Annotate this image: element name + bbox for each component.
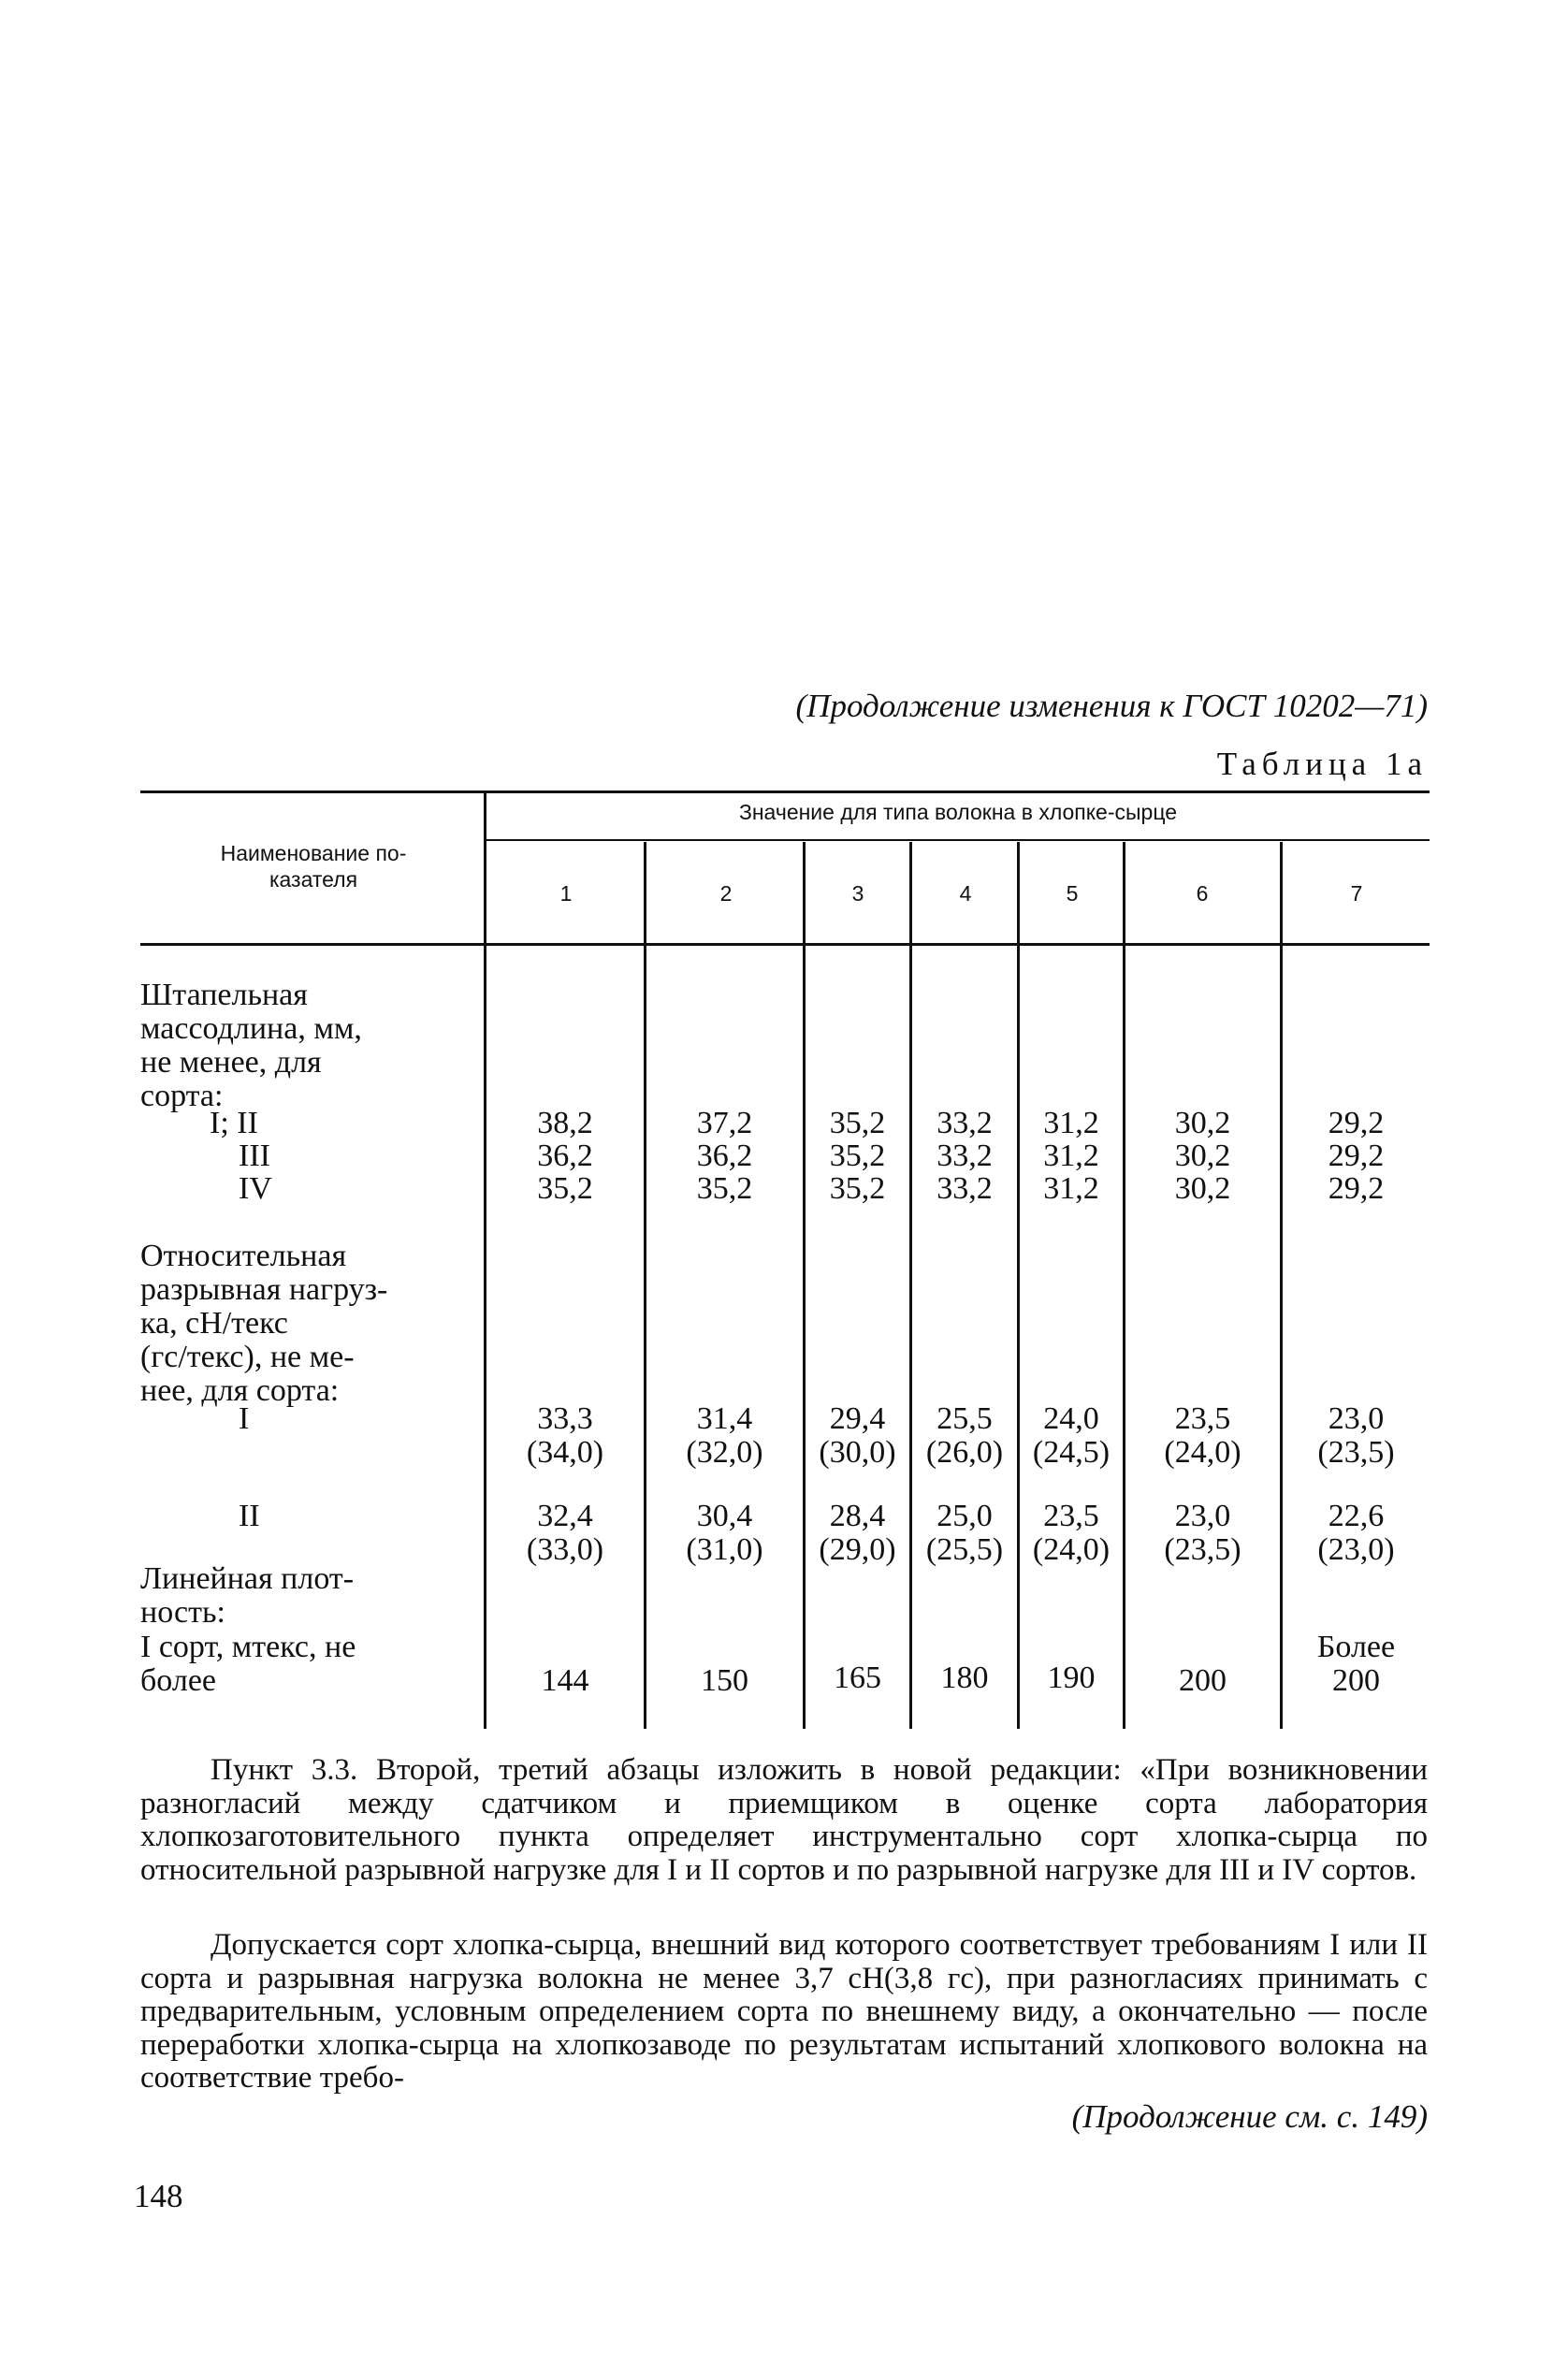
column-divider <box>1123 842 1125 1729</box>
table-cell: 33,2 <box>936 1138 993 1173</box>
column-header: 1 <box>559 881 573 906</box>
continuation-footer: (Продолжение см. с. 149) <box>1071 2098 1428 2135</box>
table-cell: 200 <box>1179 1663 1227 1698</box>
table-cell: 23,5 (24,0) <box>1032 1499 1111 1567</box>
table-cell: 38,2 <box>537 1106 593 1140</box>
row-header: Наименование по- казателя <box>220 841 407 892</box>
continuation-header: (Продолжение изменения к ГОСТ 10202—71) <box>795 688 1428 724</box>
table-cell: 33,2 <box>936 1171 993 1206</box>
table-cell: 36,2 <box>537 1138 593 1173</box>
table-cell: 35,2 <box>829 1138 886 1173</box>
table-cell: 28,4 (29,0) <box>819 1499 896 1567</box>
table-cell: 35,2 <box>537 1171 593 1206</box>
table-cell: 29,2 <box>1328 1171 1385 1206</box>
row-sublabel: II <box>239 1499 260 1533</box>
row-sublabel: IV <box>239 1171 272 1206</box>
column-divider <box>484 793 486 1729</box>
table-cell: 32,4 (33,0) <box>526 1499 604 1567</box>
row-sublabel: I сорт, мтекс, не более <box>140 1630 356 1698</box>
row-label: Линейная плот- ность: <box>140 1561 355 1630</box>
column-header: 2 <box>719 881 733 906</box>
table-cell: 33,3 (34,0) <box>526 1401 604 1470</box>
table-cell: 29,2 <box>1328 1138 1385 1173</box>
table-cell: 30,4 (31,0) <box>686 1499 763 1567</box>
table-cell: 30,2 <box>1174 1138 1231 1173</box>
table-cell: 23,0 (23,5) <box>1317 1401 1395 1470</box>
table-cell: 29,4 (30,0) <box>819 1401 896 1470</box>
table-header-bottom-rule <box>140 943 1430 946</box>
table-cell: 23,0 (23,5) <box>1164 1499 1241 1567</box>
table-cell: 35,2 <box>829 1171 886 1206</box>
column-header: 4 <box>959 881 972 906</box>
table-cell: 35,2 <box>829 1106 886 1140</box>
table-cell: 31,2 <box>1043 1171 1099 1206</box>
row-sublabel: I; II <box>210 1106 258 1140</box>
column-divider <box>644 842 646 1729</box>
row-sublabel: III <box>239 1138 270 1173</box>
table-cell: 180 <box>940 1661 989 1695</box>
column-header: 6 <box>1196 881 1209 906</box>
table-cell: 30,2 <box>1174 1171 1231 1206</box>
paragraph: Пункт 3.3. Второй, третий абзацы изложить в новой редакции: «При возникновении разногласий между сдатчиком и приемщиком в оценке сорта лаборатория хлопкозаготовительного пункта определяет инструментально сорт хлопка-сырца по относительной разрывной нагрузке для I и II сортов и по разрывной нагрузке для III и IV сортов. <box>140 1753 1428 1887</box>
column-header: 3 <box>851 881 864 906</box>
column-divider <box>803 842 806 1729</box>
table-cell: 36,2 <box>696 1138 753 1173</box>
table-cell: 165 <box>834 1661 881 1695</box>
group-header: Значение для типа волокна в хлопке-сырце <box>738 800 1178 824</box>
table-cell: 30,2 <box>1174 1106 1231 1140</box>
table-cell: 31,4 (32,0) <box>686 1401 763 1470</box>
page-number: 148 <box>134 2178 183 2214</box>
table-top-rule <box>140 790 1430 793</box>
table-cell: 37,2 <box>696 1106 753 1140</box>
table-cell: 33,2 <box>936 1106 993 1140</box>
column-divider <box>1017 842 1020 1729</box>
table-cell: 25,0 (25,5) <box>925 1499 1004 1567</box>
table-cell: 35,2 <box>696 1171 753 1206</box>
table-cell: 25,5 (26,0) <box>925 1401 1004 1470</box>
table-cell: 150 <box>701 1663 748 1698</box>
table-label: Таблица 1а <box>1216 746 1428 782</box>
table-cell: 24,0 (24,5) <box>1032 1401 1111 1470</box>
table-cell: 22,6 (23,0) <box>1317 1499 1395 1567</box>
row-sublabel: I <box>239 1401 250 1436</box>
table-cell: 190 <box>1047 1661 1096 1695</box>
column-header: 7 <box>1350 881 1363 906</box>
table-cell: 29,2 <box>1328 1106 1385 1140</box>
row-label: Штапельная массодлина, мм, не менее, для сорта: <box>140 978 362 1113</box>
table-cell: 144 <box>541 1663 589 1698</box>
table-cell: Более 200 <box>1316 1630 1396 1698</box>
table-cell: 31,2 <box>1043 1106 1099 1140</box>
group-header-rule <box>486 839 1430 841</box>
column-divider <box>909 842 912 1729</box>
column-header: 5 <box>1066 881 1079 906</box>
paragraph: Допускается сорт хлопка-сырца, внешний вид которого соответствует требованиям I или II сорта и разрывная нагрузка волокна не менее 3,7 сН(3,8 гс), при разногласиях принимать с предварительным, условным определением сорта по внешнему виду, а окончательно — после переработки хлопка-сырца на хлопкозаводе по результатам испытаний хлопкового волокна на соответствие требо- <box>140 1928 1428 2096</box>
row-label: Относительная разрывная нагруз- ка, сН/текс (гс/текс), не ме- нее, для сорта: <box>140 1239 388 1408</box>
column-divider <box>1280 842 1283 1729</box>
table-cell: 23,5 (24,0) <box>1164 1401 1241 1470</box>
table-cell: 31,2 <box>1043 1138 1099 1173</box>
